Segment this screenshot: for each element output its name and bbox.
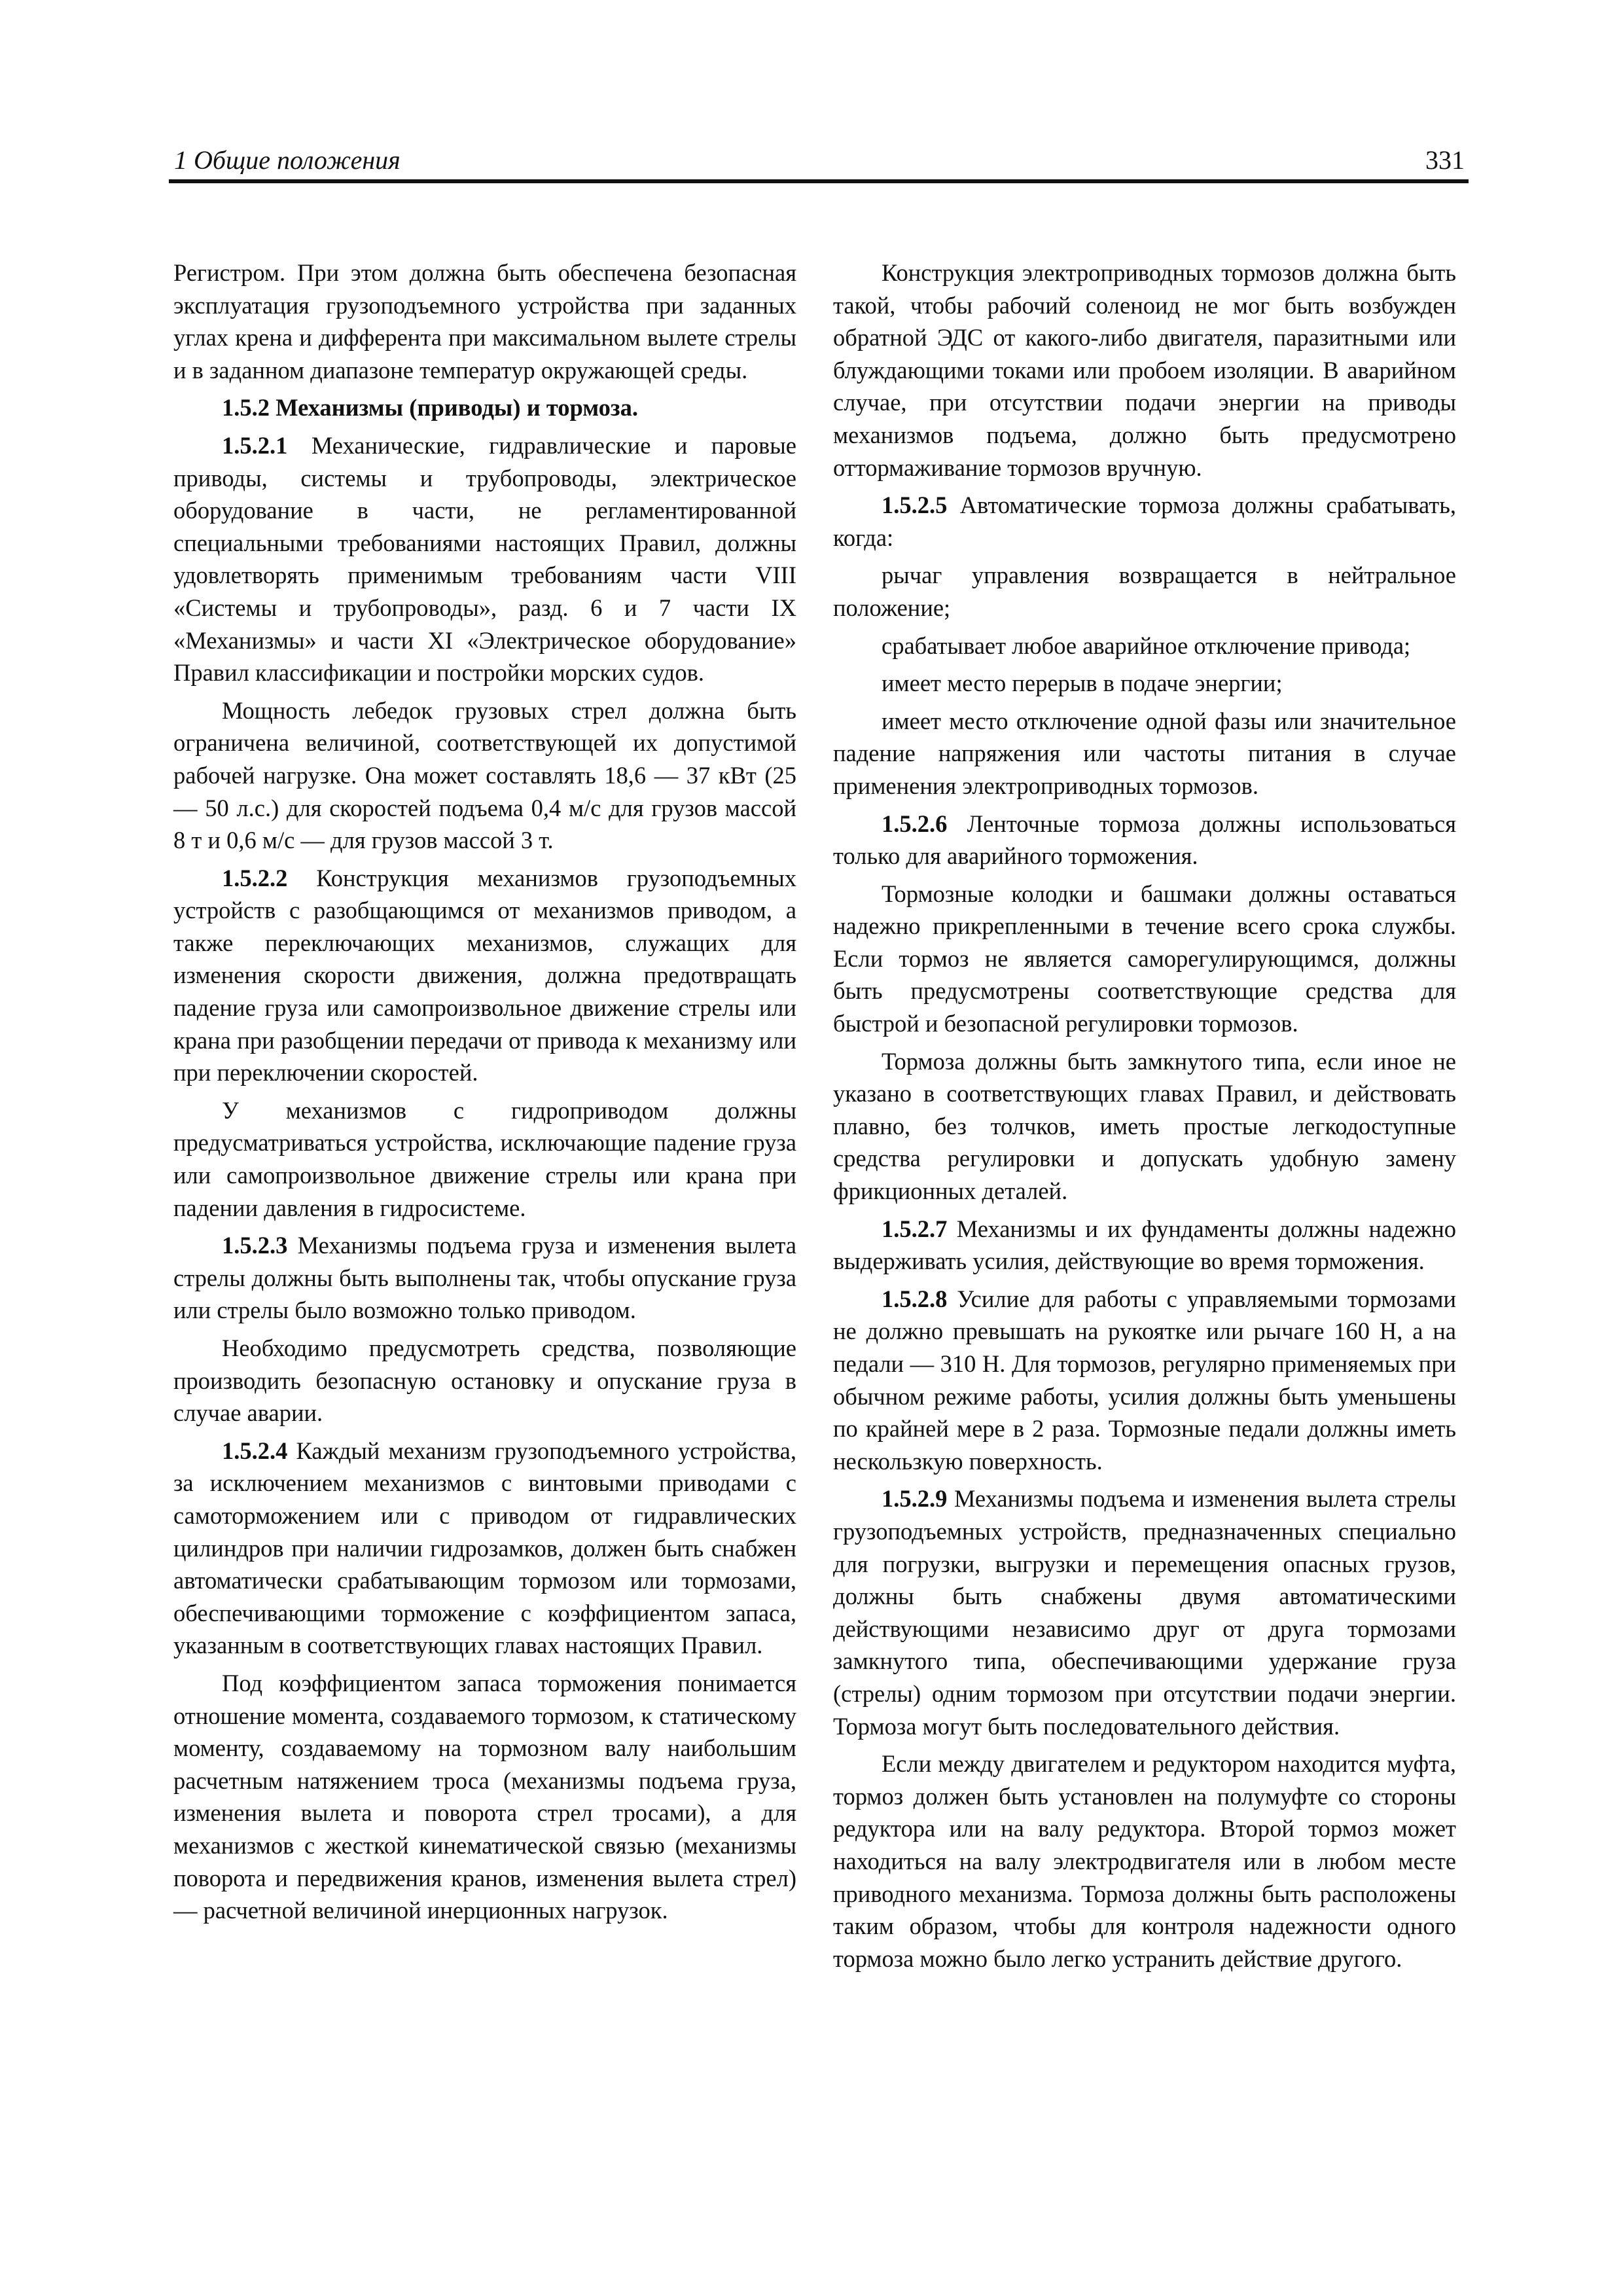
paragraph-text: Механизмы (приводы) и тормоза.: [270, 394, 638, 422]
paragraph: [173, 257, 796, 386]
paragraph-text: Механизмы подъема груза и изменения вылета стрелы должны быть выполнены так, чтобы опускание груза или стрелы было возможно только приводом.: [173, 1232, 796, 1324]
paragraph-text: рычаг управления возвращается в нейтральное положение;: [833, 562, 1456, 621]
paragraph-number: 1.5.2.7: [882, 1215, 948, 1242]
paragraph-number: 1.5.2.4: [222, 1437, 288, 1464]
paragraph: [173, 1667, 796, 1927]
paragraph: [173, 694, 796, 857]
paragraph-text: Механизмы и их фундаменты должны надежно выдерживать усилия, действующие во время торможения.: [833, 1215, 1456, 1275]
paragraph-text: Необходимо предусмотреть средства, позволяющие производить безопасную остановку и опускание груза в случае аварии.: [173, 1335, 796, 1427]
paragraph: [173, 1435, 796, 1662]
paragraph-text: Механизмы подъема и изменения вылета стрелы грузоподъемных устройств, предназначенных специально для погрузки, выгрузки и перемещения опасных грузов, должны быть снабжены двумя автоматическими действующими независимо друг от друга тормозами замкнутого типа, обеспечивающими удержание груза (стрелы) одним тормозом при отсутствии подачи энергии. Тормоза могут быть последовательного действия.: [833, 1485, 1456, 1740]
paragraph-number: 1.5.2.1: [222, 431, 288, 459]
paragraph-text: Конструкция электроприводных тормозов должна быть такой, чтобы рабочий соленоид не мог быть возбужден обратной ЭДС от какого-либо двигателя, паразитными или блуждающими токами или пробоем изоляции. В аварийном случае, при отсутствии подачи энергии на приводы механизмов подъема, должно быть предусмотрено оттормаживание тормозов вручную.: [833, 259, 1456, 481]
paragraph: [173, 1332, 796, 1429]
paragraph-number: 1.5.2.9: [882, 1485, 948, 1513]
paragraph: [833, 878, 1456, 1040]
paragraph-text: Регистром. При этом должна быть обеспечена безопасная эксплуатация грузоподъемного устройства при заданных углах крена и дифферента при максимальном вылете стрелы и в заданном диапазоне температур окружающей среды.: [173, 259, 796, 384]
paragraph-text: Тормозные колодки и башмаки должны оставаться надежно прикрепленными в течение всего срока службы. Если тормоз не является саморегулирующимся, должны быть предусмотрены соответствующие средства для быстрой и безопасной регулировки тормозов.: [833, 880, 1456, 1037]
paragraph: [173, 862, 796, 1089]
paragraph-text: имеет место перерыв в подаче энергии;: [882, 670, 1283, 697]
list-item: [833, 630, 1456, 662]
paragraph-text: Усилие для работы с управляемыми тормозами не должно превышать на рукоятке или рычаге 160 Н, а на педали — 310 Н. Для тормозов, регулярно применяемых при обычном режиме работы, усилия должны быть уменьшены по крайней мере в 2 раза. Тормозные педали должны иметь нескользкую поверхность.: [833, 1285, 1456, 1475]
paragraph-text: Каждый механизм грузоподъемного устройства, за исключением механизмов с винтовыми приводами с самоторможением или с приводом от гидравлических цилиндров при наличии гидрозамков, должен быть снабжен автоматически срабатывающим тормозом или тормозами, обеспечивающими торможение с коэффициентом запаса, указанным в соответствующих главах настоящих Правил.: [173, 1437, 796, 1659]
paragraph-text: Автоматические тормоза должны срабатывать, когда:: [833, 492, 1456, 551]
paragraph-text: Под коэффициентом запаса торможения понимается отношение момента, создаваемого тормозом, к статическому моменту, создаваемому на тормозном валу наибольшим расчетным натяжением троса (механизмы подъема груза, изменения вылета и поворота стрел тросами), а для механизмов с жесткой кинематической связью (механизмы поворота и передвижения кранов, изменения вылета стрел) — расчетной величиной инерционных нагрузок.: [173, 1669, 796, 1924]
section-title: 1 Общие положения: [174, 145, 401, 175]
paragraph: [173, 1094, 796, 1224]
left-column: [173, 257, 796, 1932]
paragraph-text: Конструкция механизмов грузоподъемных устройств с разобщающимся от механизмов приводом, а также переключающих механизмов, служащих для изменения скорости движения, должна предотвращать падение груза или самопроизвольное движение стрелы или крана при разобщении передачи от привода к механизму или при переключении скоростей.: [173, 864, 796, 1086]
paragraph-text: Ленточные тормоза должны использоваться только для аварийного торможения.: [833, 810, 1456, 870]
paragraph-text: Мощность лебедок грузовых стрел должна быть ограничена величиной, соответствующей их допустимой рабочей нагрузке. Она может составлять 18,6 — 37 кВт (25 — 50 л.с.) для скоростей подъема 0,4 м/с для грузов массой 8 т и 0,6 м/с — для грузов массой 3 т.: [173, 696, 796, 854]
paragraph-text: Если между двигателем и редуктором находится муфта, тормоз должен быть установлен на полумуфте со стороны редуктора или на валу редуктора. Второй тормоз может находиться на валу электродвигателя или в любом месте приводного механизма. Тормоза должны быть расположены таким образом, чтобы для контроля надежности одного тормоза можно было легко устранить действие другого.: [833, 1750, 1456, 1972]
paragraph-text: У механизмов с гидроприводом должны предусматриваться устройства, исключающие падение груза или самопроизвольное движение стрелы или крана при падении давления в гидросистеме.: [173, 1096, 796, 1221]
paragraph-number: 1.5.2.6: [882, 810, 948, 837]
paragraph-number: 1.5.2.5: [882, 492, 948, 519]
paragraph-number: 1.5.2.2: [222, 864, 288, 891]
paragraph: [833, 1213, 1456, 1278]
paragraph-text: Тормоза должны быть замкнутого типа, если иное не указано в соответствующих главах Правил, и действовать плавно, без толчков, иметь простые легкодоступные средства регулировки и допускать удобную замену фрикционных деталей.: [833, 1047, 1456, 1205]
section-heading: [173, 391, 796, 424]
paragraph: [833, 1283, 1456, 1478]
paragraph: [173, 429, 796, 689]
paragraph: [833, 1482, 1456, 1742]
running-header: [169, 137, 1469, 183]
paragraph-number: 1.5.2.8: [882, 1285, 948, 1312]
list-item: [833, 559, 1456, 624]
paragraph-number: 1.5.2: [222, 394, 270, 422]
paragraph-text: Механические, гидравлические и паровые приводы, системы и трубопроводы, электрическое оборудование в части, не регламентированной специальными требованиями настоящих Правил, должны удовлетворять применимым требованиям части VIII «Системы и трубопроводы», разд. 6 и 7 части IX «Механизмы» и части XI «Электрическое оборудование» Правил классификации и постройки морских судов.: [173, 431, 796, 687]
paragraph: [833, 1748, 1456, 1975]
paragraph: [833, 808, 1456, 872]
paragraph: [833, 1045, 1456, 1208]
paragraph-text: срабатывает любое аварийное отключение привода;: [882, 632, 1411, 659]
paragraph: [833, 257, 1456, 484]
page-number: 331: [1425, 145, 1465, 175]
paragraph-number: 1.5.2.3: [222, 1232, 288, 1259]
right-column: [833, 257, 1456, 1980]
paragraph-text: имеет место отключение одной фазы или значительное падение напряжения или частоты питания в случае применения электроприводных тормозов.: [833, 707, 1456, 799]
list-item: [833, 667, 1456, 700]
paragraph: [833, 489, 1456, 554]
list-item: [833, 705, 1456, 802]
paragraph: [173, 1229, 796, 1327]
